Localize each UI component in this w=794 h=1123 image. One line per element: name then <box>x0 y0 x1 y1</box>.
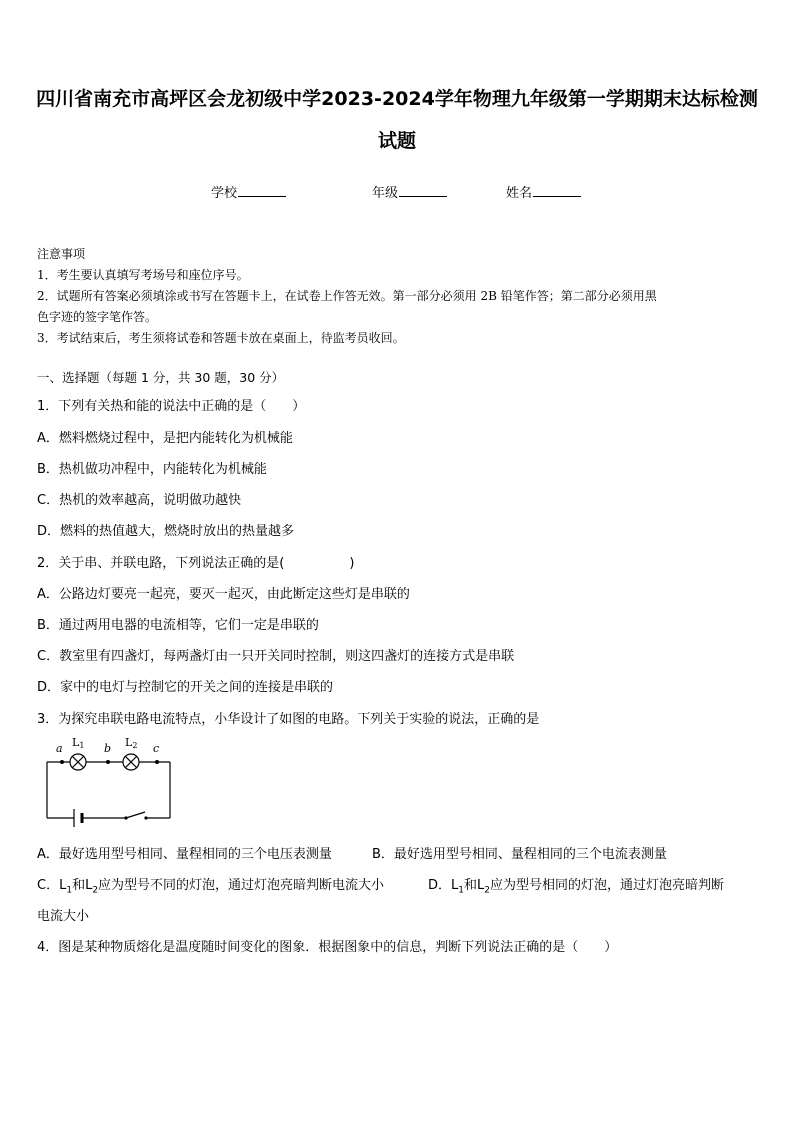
node-b <box>106 760 110 764</box>
q3-stem: 3．为探究串联电路电流特点，小华设计了如图的电路。下列关于实验的说法，正确的是 <box>37 712 540 727</box>
q1-option-b[interactable]: B．热机做功冲程中，内能转化为机械能 <box>37 462 267 477</box>
q1-option-a[interactable]: A．燃料燃烧过程中，是把内能转化为机械能 <box>37 431 293 446</box>
school-label: 学校 <box>211 186 238 201</box>
battery <box>74 809 82 827</box>
switch <box>124 816 127 819</box>
label-l2: L2 <box>125 736 138 750</box>
circuit-diagram <box>40 734 180 830</box>
note-item: 2．试题所有答案必须填涂或书写在答题卡上，在试卷上作答无效。第一部分必须用 2B 铅笔作答；第二部分必须用黑 <box>37 289 657 303</box>
q2-option-d[interactable]: D．家中的电灯与控制它的开关之间的连接是串联的 <box>37 680 334 695</box>
note-item: 1．考生要认真填写考场号和座位序号。 <box>37 268 249 282</box>
school-blank[interactable] <box>238 184 286 197</box>
q2-option-c[interactable]: C．教室里有四盏灯，每两盏灯由一只开关同时控制，则这四盏灯的连接方式是串联 <box>37 649 515 664</box>
exam-notes <box>37 244 757 349</box>
school-field[interactable] <box>211 182 286 201</box>
grade-blank[interactable] <box>399 184 447 197</box>
note-item: 色字迹的签字笔作答。 <box>37 310 158 324</box>
q2-stem: 2．关于串、并联电路，下列说法正确的是( ) <box>37 556 355 571</box>
label-l1: L1 <box>72 736 85 750</box>
lamp-l1 <box>70 754 86 770</box>
grade-label: 年级 <box>372 186 399 201</box>
q4-stem: 4．图是某种物质熔化是温度随时间变化的图象．根据图象中的信息，判断下列说法正确的是（ ） <box>37 940 618 955</box>
grade-field[interactable] <box>372 182 447 201</box>
q1-option-c[interactable]: C．热机的效率越高，说明做功越快 <box>37 493 242 508</box>
q3-option-d-continued: 电流大小 <box>37 909 90 924</box>
name-field[interactable] <box>506 182 581 201</box>
node-a <box>60 760 64 764</box>
exam-title-line1: 四川省南充市高坪区会龙初级中学2023-2024学年物理九年级第一学期期末达标检测 <box>36 88 758 110</box>
node-c <box>155 760 159 764</box>
label-a: a <box>56 742 63 755</box>
q2-option-b[interactable]: B．通过两用电器的电流相等，它们一定是串联的 <box>37 618 319 633</box>
switch-contact <box>144 816 147 819</box>
label-c: c <box>153 742 160 755</box>
note-item: 3．考试结束后，考生须将试卷和答题卡放在桌面上，待监考员收回。 <box>37 331 405 345</box>
lamp-l2 <box>123 754 139 770</box>
exam-title-line2: 试题 <box>377 130 416 152</box>
label-b: b <box>104 742 112 755</box>
q3-option-c[interactable]: C．$L_1$和$L_2$应为型号不同的灯泡，通过灯泡亮暗判断电流大小 <box>37 878 385 896</box>
q3-option-a[interactable]: A．最好选用型号相同、量程相同的三个电压表测量 <box>37 847 332 862</box>
q3-option-b[interactable]: B．最好选用型号相同、量程相同的三个电流表测量 <box>372 847 667 862</box>
section-title: 一、选择题（每题 1 分，共 30 题，30 分） <box>37 370 285 385</box>
q1-stem: 1．下列有关热和能的说法中正确的是（ ） <box>37 399 306 414</box>
q3-option-d[interactable]: D．$L_1$和$L_2$应为型号相同的灯泡，通过灯泡亮暗判断 <box>428 878 724 896</box>
name-blank[interactable] <box>533 184 581 197</box>
q1-option-d[interactable]: D．燃料的热值越大，燃烧时放出的热量越多 <box>37 524 295 539</box>
q2-option-a[interactable]: A．公路边灯要亮一起亮，要灭一起灭，由此断定这些灯是串联的 <box>37 587 410 602</box>
notes-heading: 注意事项 <box>37 247 86 261</box>
name-label: 姓名 <box>506 186 533 201</box>
